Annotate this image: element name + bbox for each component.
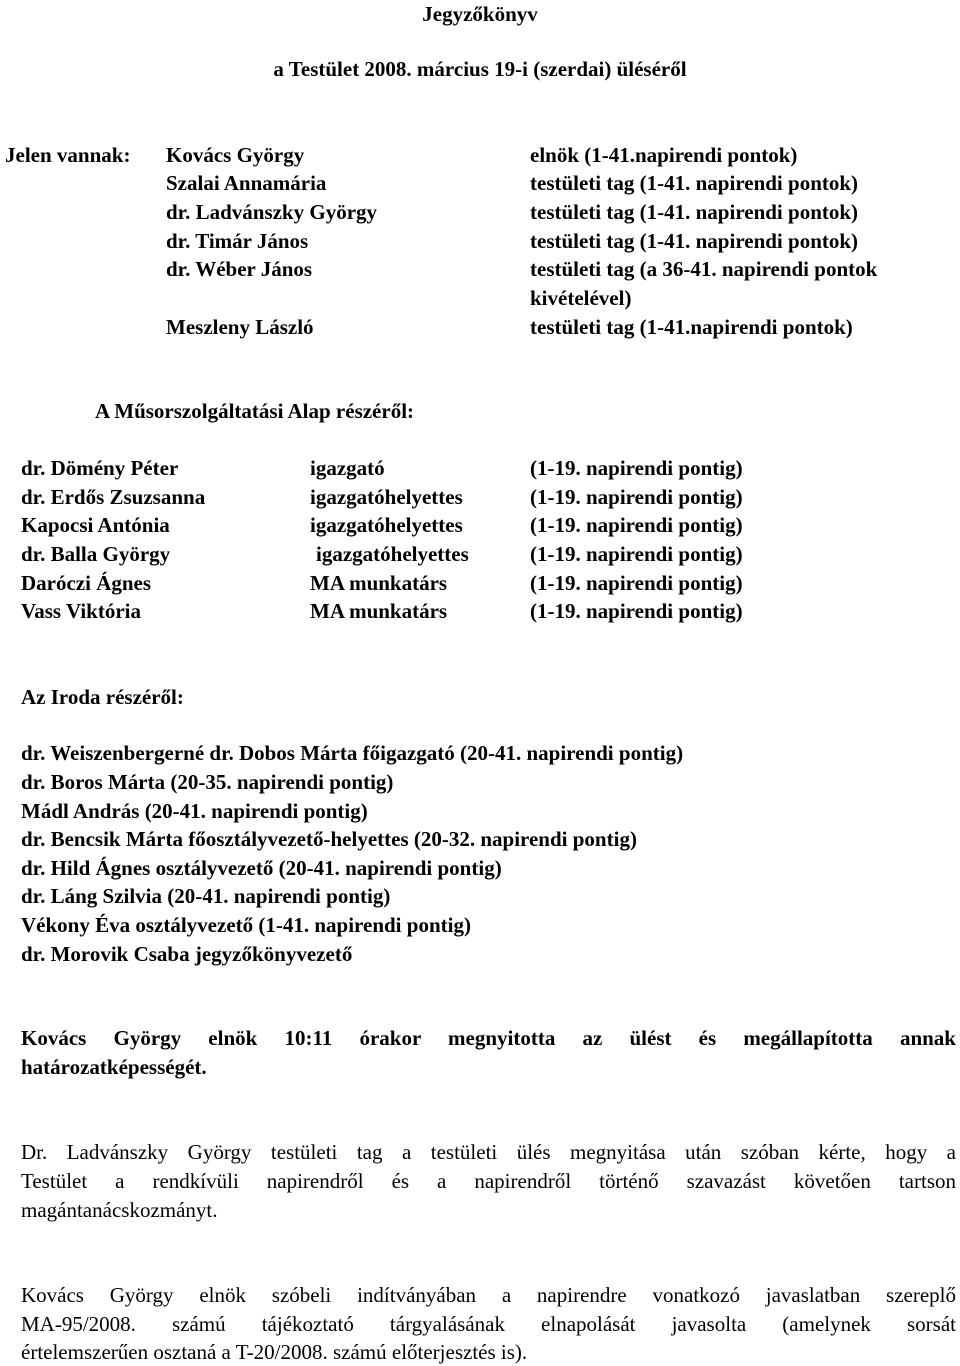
ma-role: igazgatóhelyettes: [310, 513, 463, 537]
ma-range: (1-19. napirendi pontig): [530, 485, 743, 509]
office-line: Vékony Éva osztályvezető (1-41. napirendi pontig): [21, 913, 471, 937]
member-role: testületi tag (1-41.napirendi pontok): [530, 315, 853, 339]
office-section-heading: Az Iroda részéről:: [21, 685, 184, 709]
member-role: testületi tag (1-41. napirendi pontok): [530, 200, 859, 224]
ma-role: MA munkatárs: [310, 599, 448, 623]
office-line: dr. Weiszenbergerné dr. Dobos Márta főigazgató (20-41. napirendi pontig): [21, 741, 684, 765]
ma-name: Daróczi Ágnes: [21, 571, 152, 595]
member-role: testületi tag (1-41. napirendi pontok): [530, 229, 859, 253]
paragraph-line: Kovács György elnök szóbeli indítványában a napirendre vonatkozó javaslatban szereplő: [21, 1283, 956, 1307]
paragraph-line: magántanácskozmányt.: [21, 1198, 218, 1222]
ma-role: igazgatóhelyettes: [310, 485, 463, 509]
paragraph-line: értelemszerűen osztaná a T-20/2008. számú előterjesztés is).: [21, 1340, 528, 1364]
office-line: dr. Morovik Csaba jegyzőkönyvezető: [21, 942, 353, 966]
office-line: Mádl András (20-41. napirendi pontig): [21, 799, 368, 823]
ma-name: Kapocsi Antónia: [21, 513, 170, 537]
office-line: dr. Bencsik Márta főosztályvezető-helyettes (20-32. napirendi pontig): [21, 827, 637, 851]
ma-name: Vass Viktória: [21, 599, 142, 623]
ma-range: (1-19. napirendi pontig): [530, 456, 743, 480]
member-name: dr. Timár János: [166, 229, 309, 253]
ma-role: MA munkatárs: [310, 571, 448, 595]
member-role: testületi tag (a 36-41. napirendi pontok: [530, 257, 878, 281]
ma-name: dr. Balla György: [21, 542, 171, 566]
member-name: dr. Wéber János: [166, 257, 313, 281]
ma-range: (1-19. napirendi pontig): [530, 513, 743, 537]
member-name: dr. Ladvánszky György: [166, 200, 378, 224]
document-subtitle: a Testület 2008. március 19-i (szerdai) üléséről: [273, 57, 687, 81]
member-name: Kovács György: [166, 143, 305, 167]
attendees-label: Jelen vannak:: [5, 143, 131, 167]
office-line: dr. Boros Márta (20-35. napirendi pontig): [21, 770, 394, 794]
ma-range: (1-19. napirendi pontig): [530, 599, 743, 623]
member-name: Szalai Annamária: [166, 171, 327, 195]
opening-line: Kovács György elnök 10:11 órakor megnyitotta az ülést és megállapította annak: [21, 1026, 956, 1050]
paragraph-line: Dr. Ladvánszky György testületi tag a testületi ülés megnyitása után szóban kérte, hogy a: [21, 1140, 956, 1164]
ma-role: igazgatóhelyettes: [316, 542, 469, 566]
ma-role: igazgató: [310, 456, 385, 480]
ma-range: (1-19. napirendi pontig): [530, 571, 743, 595]
ma-name: dr. Erdős Zsuzsanna: [21, 485, 206, 509]
ma-name: dr. Dömény Péter: [21, 456, 179, 480]
member-name: Meszleny László: [166, 315, 314, 339]
office-line: dr. Hild Ágnes osztályvezető (20-41. napirendi pontig): [21, 856, 502, 880]
opening-line: határozatképességét.: [21, 1055, 207, 1079]
member-role: testületi tag (1-41. napirendi pontok): [530, 171, 859, 195]
paragraph-line: MA-95/2008. számú tájékoztató tárgyalásának elnapolását javasolta (amelynek sorsát: [21, 1312, 956, 1336]
document-title: Jegyzőkönyv: [422, 2, 538, 26]
office-line: dr. Láng Szilvia (20-41. napirendi pontig): [21, 884, 391, 908]
member-role: elnök (1-41.napirendi pontok): [530, 143, 798, 167]
paragraph-line: Testület a rendkívüli napirendről és a napirendről történő szavazást követően tartson: [21, 1169, 956, 1193]
member-role-continuation: kivételével): [530, 286, 632, 310]
ma-range: (1-19. napirendi pontig): [530, 542, 743, 566]
ma-section-heading: A Műsorszolgáltatási Alap részéről:: [95, 399, 415, 423]
